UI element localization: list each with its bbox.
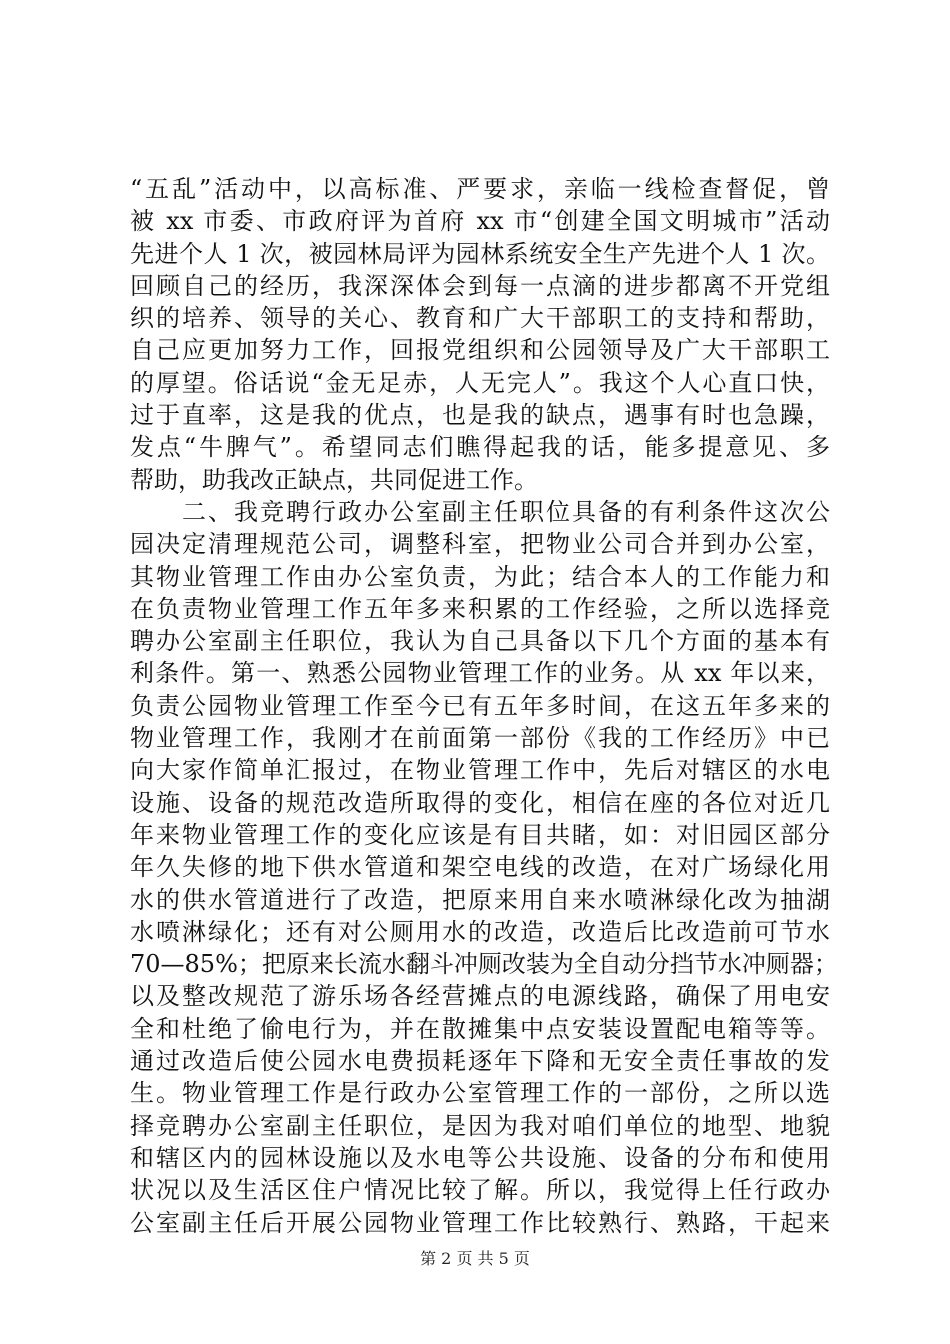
text-line: 在负责物业管理工作五年多来积累的工作经验，之所以选择竞 — [130, 594, 830, 623]
text-line: 园决定清理规范公司，调整科室，把物业公司合并到办公室， — [130, 530, 830, 559]
text-line: 物业管理工作，我刚才在前面第一部份《我的工作经历》中已 — [130, 724, 830, 753]
text-line: 水的供水管道进行了改造，把原来用自来水喷淋绿化改为抽湖 — [130, 885, 830, 914]
text-line: 状况以及生活区住户情况比较了解。所以，我觉得上任行政办 — [130, 1176, 830, 1205]
paragraph — [130, 173, 830, 496]
text-line: 设施、设备的规范改造所取得的变化，相信在座的各位对近几 — [130, 788, 830, 817]
text-line: 发点“牛脾气”。希望同志们瞧得起我的话，能多提意见、多 — [130, 433, 830, 462]
text-line: 二、我竞聘行政办公室副主任职位具备的有利条件这次公 — [130, 497, 830, 526]
text-line: 公室副主任后开展公园物业管理工作比较熟行、熟路，干起来 — [130, 1208, 830, 1237]
text-line: 先进个人 1 次，被园林局评为园林系统安全生产先进个人 1 次。 — [130, 239, 830, 268]
text-line: 回顾自己的经历，我深深体会到每一点滴的进步都离不开党组 — [130, 271, 830, 300]
paragraph — [130, 496, 838, 1239]
text-line: 向大家作简单汇报过，在物业管理工作中，先后对辖区的水电 — [130, 756, 830, 785]
text-line: 帮助，助我改正缺点，共同促进工作。 — [130, 465, 538, 494]
text-line: 年久失修的地下供水管道和架空电线的改造，在对广场绿化用 — [130, 853, 830, 882]
text-line: 通过改造后使公园水电费损耗逐年下降和无安全责任事故的发 — [130, 1047, 830, 1076]
text-line: “五乱”活动中，以高标准、严要求，亲临一线检查督促，曾 — [130, 175, 830, 203]
text-line: 过于直率，这是我的优点，也是我的缺点，遇事有时也急躁， — [130, 401, 830, 430]
text-line: 择竞聘办公室副主任职位，是因为我对咱们单位的地型、地貌 — [130, 1111, 830, 1140]
page-footer: 第 2 页 共 5 页 — [420, 1249, 530, 1268]
text-line: 的厚望。俗话说“金无足赤，人无完人”。我这个人心直口快， — [130, 368, 830, 397]
text-line: 70—85%；把原来长流水翻斗冲厕改装为全自动分挡节水冲厕器； — [130, 950, 838, 979]
text-line: 以及整改规范了游乐场各经营摊点的电源线路，确保了用电安 — [130, 982, 830, 1011]
text-line: 其物业管理工作由办公室负责，为此；结合本人的工作能力和 — [130, 562, 830, 591]
text-line: 被 xx 市委、市政府评为首府 xx 市“创建全国文明城市”活动 — [130, 207, 830, 236]
text-line: 生。物业管理工作是行政办公室管理工作的一部份，之所以选 — [130, 1079, 830, 1108]
text-line: 利条件。第一、熟悉公园物业管理工作的业务。从 xx 年以来， — [130, 659, 830, 688]
text-line: 负责公园物业管理工作至今已有五年多时间，在这五年多来的 — [130, 691, 830, 720]
text-line: 聘办公室副主任职位，我认为自己具备以下几个方面的基本有 — [130, 627, 830, 656]
text-line: 自己应更加努力工作，回报党组织和公园领导及广大干部职工 — [130, 336, 830, 365]
text-line: 全和杜绝了偷电行为，并在散摊集中点安装设置配电箱等等。 — [130, 1014, 830, 1043]
text-line: 年来物业管理工作的变化应该是有目共睹，如：对旧园区部分 — [130, 820, 830, 849]
text-line: 水喷淋绿化；还有对公厕用水的改造，改造后比改造前可节水 — [130, 917, 830, 946]
text-line: 和辖区内的园林设施以及水电等公共设施、设备的分布和使用 — [130, 1143, 830, 1172]
text-line: 织的培养、领导的关心、教育和广大干部职工的支持和帮助， — [130, 304, 830, 333]
body-text — [130, 173, 838, 1239]
